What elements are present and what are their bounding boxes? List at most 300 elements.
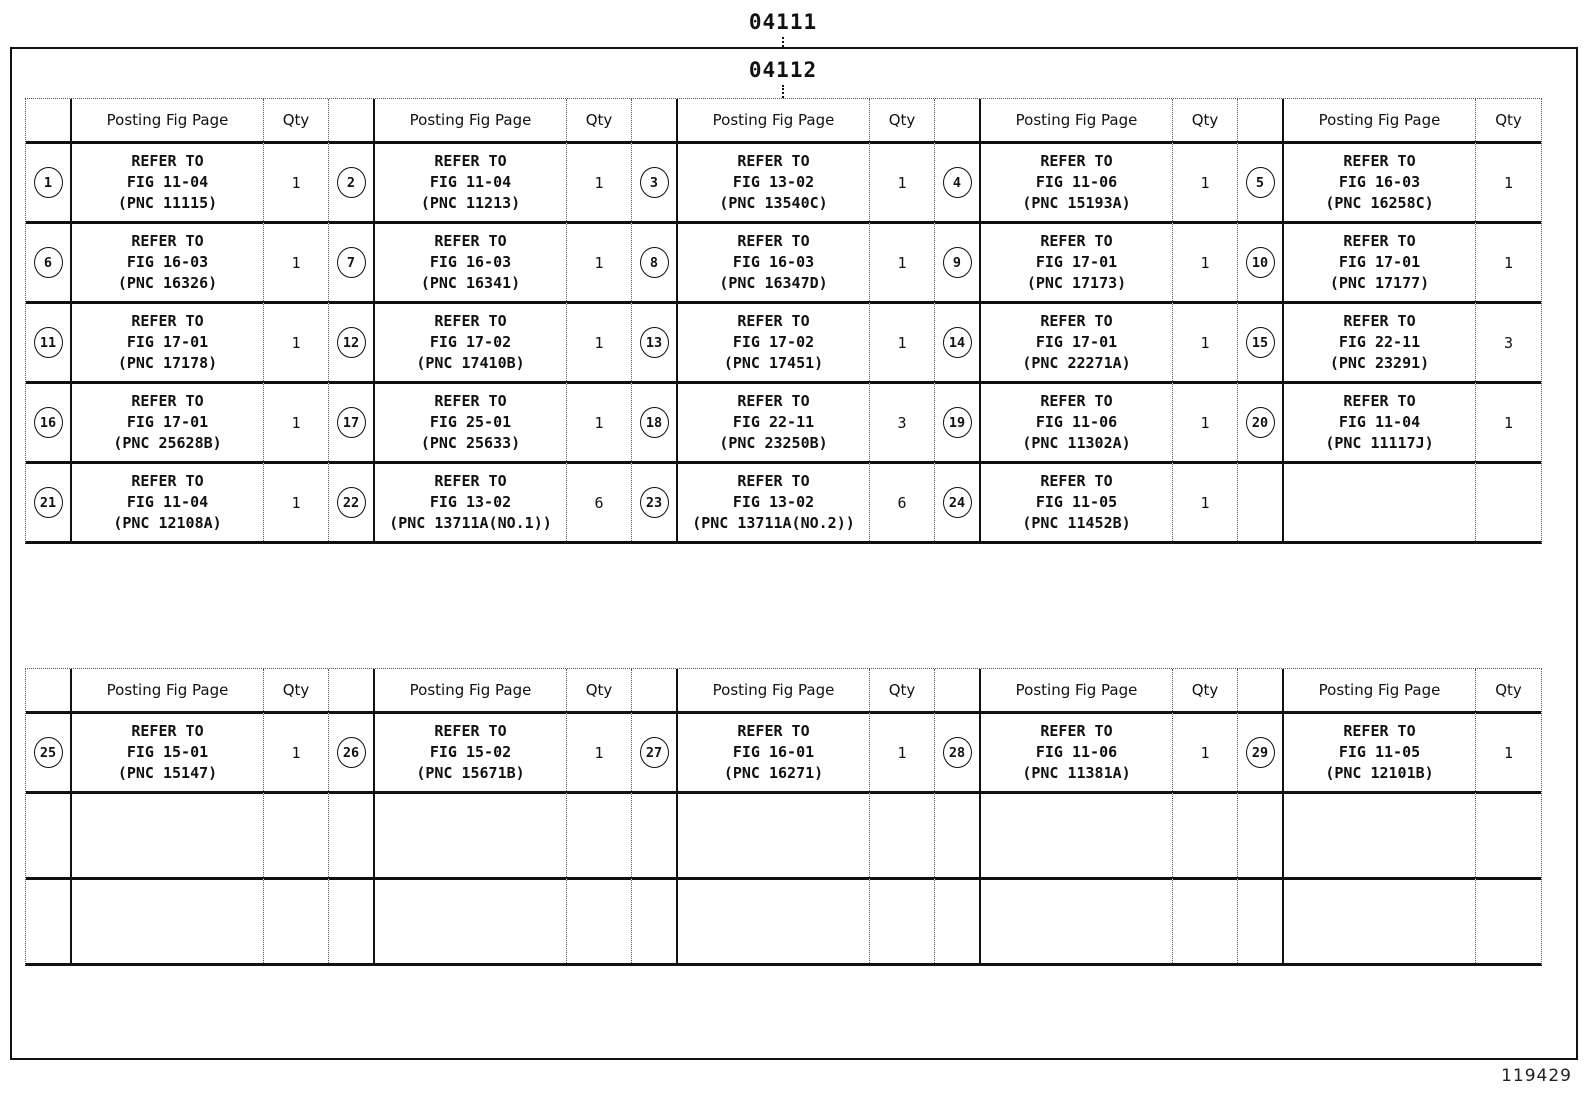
empty-cell xyxy=(264,877,329,963)
refer-to-line: REFER TO xyxy=(737,722,810,740)
refer-to-line: FIG 17-01 xyxy=(126,413,209,431)
refer-to-text xyxy=(416,311,524,374)
refer-to-line: REFER TO xyxy=(1040,472,1113,490)
item-number-badge: 11 xyxy=(34,327,63,358)
empty-cell xyxy=(678,877,870,963)
item-number-badge: 5 xyxy=(1246,167,1275,198)
posting-fig-page-cell xyxy=(375,141,567,221)
refer-to-line: REFER TO xyxy=(131,392,204,410)
item-number-badge: 7 xyxy=(337,247,366,278)
item-number-badge: 22 xyxy=(337,487,366,518)
refer-to-line: REFER TO xyxy=(737,312,810,330)
qty-value: 1 xyxy=(594,333,604,352)
column-header-qty: Qty xyxy=(567,669,632,711)
item-number-badge: 14 xyxy=(943,327,972,358)
empty-cell xyxy=(632,791,678,877)
refer-to-line: (PNC 13711A(NO.2)) xyxy=(692,514,855,532)
qty-value: 1 xyxy=(1200,743,1210,762)
refer-to-line: FIG 11-06 xyxy=(1035,173,1118,191)
posting-fig-page-cell xyxy=(678,221,870,301)
qty-cell xyxy=(1476,221,1541,301)
refer-to-line: (PNC 11213) xyxy=(420,194,521,212)
refer-to-line: FIG 11-06 xyxy=(1035,413,1118,431)
item-number-cell xyxy=(329,301,375,381)
item-number-badge: 29 xyxy=(1246,737,1275,768)
column-header-posting: Posting Fig Page xyxy=(678,99,870,141)
qty-value: 1 xyxy=(897,743,907,762)
posting-fig-page-cell xyxy=(72,381,264,461)
refer-to-line: (PNC 11381A) xyxy=(1022,764,1131,782)
refer-to-line: REFER TO xyxy=(131,312,204,330)
refer-to-line: (PNC 15193A) xyxy=(1022,194,1131,212)
item-number-badge: 8 xyxy=(640,247,669,278)
item-number-cell xyxy=(26,301,72,381)
qty-value: 1 xyxy=(1200,173,1210,192)
qty-cell xyxy=(1476,461,1541,541)
item-number-cell xyxy=(935,711,981,791)
refer-to-line: FIG 13-02 xyxy=(732,493,815,511)
refer-to-line: FIG 16-03 xyxy=(126,253,209,271)
posting-fig-page-cell xyxy=(981,301,1173,381)
reference-table-upper xyxy=(25,98,1542,544)
refer-to-line: FIG 17-01 xyxy=(126,333,209,351)
empty-cell xyxy=(264,791,329,877)
qty-value: 1 xyxy=(1503,173,1514,192)
qty-value: 1 xyxy=(1503,413,1514,432)
qty-cell xyxy=(264,221,329,301)
item-number-cell xyxy=(26,711,72,791)
item-number-badge: 26 xyxy=(337,737,366,768)
badge-column-header xyxy=(632,669,678,711)
item-number-badge: 16 xyxy=(34,407,63,438)
posting-fig-page-cell xyxy=(678,301,870,381)
refer-to-text xyxy=(118,721,217,784)
qty-value: 1 xyxy=(1200,493,1210,512)
posting-fig-page-cell xyxy=(1284,711,1476,791)
qty-value: 1 xyxy=(594,253,604,272)
badge-column-header xyxy=(26,99,72,141)
qty-cell xyxy=(1173,381,1238,461)
item-number-badge: 25 xyxy=(34,737,63,768)
qty-value: 1 xyxy=(897,253,907,272)
refer-to-line: FIG 22-11 xyxy=(732,413,815,431)
refer-to-text xyxy=(118,311,217,374)
item-number-cell xyxy=(632,221,678,301)
posting-fig-page-cell xyxy=(981,461,1173,541)
empty-cell xyxy=(26,877,72,963)
refer-to-text xyxy=(724,721,823,784)
leader-tick-04111 xyxy=(782,37,784,47)
badge-column-header xyxy=(1238,669,1284,711)
refer-to-line: FIG 17-01 xyxy=(1035,253,1118,271)
refer-to-line: REFER TO xyxy=(1040,152,1113,170)
empty-cell xyxy=(981,791,1173,877)
document-number: 119429 xyxy=(1501,1066,1572,1086)
item-number-badge: 2 xyxy=(337,167,366,198)
refer-to-line: (PNC 11302A) xyxy=(1022,434,1131,452)
item-number-cell xyxy=(632,141,678,221)
posting-fig-page-cell xyxy=(72,141,264,221)
posting-fig-page-cell xyxy=(375,301,567,381)
posting-fig-page-cell xyxy=(72,221,264,301)
refer-to-text xyxy=(1022,391,1130,454)
refer-to-line: REFER TO xyxy=(1343,312,1416,330)
refer-to-text xyxy=(1330,231,1429,294)
item-number-cell xyxy=(26,381,72,461)
item-number-cell xyxy=(26,461,72,541)
refer-to-line: (PNC 11452B) xyxy=(1022,514,1131,532)
empty-cell xyxy=(329,877,375,963)
qty-value: 1 xyxy=(1200,413,1210,432)
posting-fig-page-cell xyxy=(72,711,264,791)
badge-column-header xyxy=(935,669,981,711)
refer-to-line: REFER TO xyxy=(1343,232,1416,250)
badge-column-header xyxy=(1238,99,1284,141)
empty-cell xyxy=(870,877,935,963)
qty-value: 1 xyxy=(1200,333,1210,352)
posting-fig-page-cell xyxy=(1284,461,1476,541)
qty-value: 1 xyxy=(594,743,604,762)
posting-fig-page-cell xyxy=(678,141,870,221)
badge-column-header xyxy=(329,99,375,141)
item-number-cell xyxy=(935,381,981,461)
qty-cell xyxy=(264,711,329,791)
column-header-posting: Posting Fig Page xyxy=(72,669,264,711)
empty-cell xyxy=(1284,877,1476,963)
refer-to-line: (PNC 17178) xyxy=(117,354,218,372)
refer-to-line: (PNC 17173) xyxy=(1026,274,1127,292)
qty-cell xyxy=(1173,141,1238,221)
item-number-badge: 23 xyxy=(640,487,669,518)
refer-to-line: FIG 13-02 xyxy=(429,493,512,511)
qty-cell xyxy=(1173,301,1238,381)
empty-cell xyxy=(1284,791,1476,877)
item-number-cell xyxy=(26,221,72,301)
qty-cell xyxy=(567,301,632,381)
item-number-badge: 18 xyxy=(640,407,669,438)
refer-to-line: (PNC 16258C) xyxy=(1325,194,1434,212)
qty-cell xyxy=(264,461,329,541)
refer-to-line: REFER TO xyxy=(131,722,204,740)
reference-table-lower xyxy=(25,668,1542,966)
refer-to-line: FIG 15-02 xyxy=(429,743,512,761)
refer-to-line: FIG 16-03 xyxy=(429,253,512,271)
item-number-badge: 15 xyxy=(1246,327,1275,358)
refer-to-line: (PNC 16271) xyxy=(723,764,824,782)
refer-to-line: (PNC 17451) xyxy=(723,354,824,372)
refer-to-text xyxy=(724,311,823,374)
refer-to-text xyxy=(389,471,552,534)
posting-fig-page-cell xyxy=(981,141,1173,221)
empty-cell xyxy=(72,791,264,877)
column-header-posting: Posting Fig Page xyxy=(375,669,567,711)
item-number-cell xyxy=(632,381,678,461)
qty-cell xyxy=(1476,301,1541,381)
refer-to-line: (PNC 17177) xyxy=(1329,274,1430,292)
column-header-posting: Posting Fig Page xyxy=(1284,99,1476,141)
item-number-cell xyxy=(329,141,375,221)
column-header-posting: Posting Fig Page xyxy=(981,669,1173,711)
refer-to-line: FIG 11-05 xyxy=(1035,493,1118,511)
leader-tick-04112 xyxy=(782,85,784,98)
refer-to-line: REFER TO xyxy=(1040,312,1113,330)
posting-fig-page-cell xyxy=(678,461,870,541)
refer-to-line: FIG 11-04 xyxy=(429,173,512,191)
refer-to-line: REFER TO xyxy=(1040,392,1113,410)
refer-to-text xyxy=(421,231,520,294)
item-number-badge: 10 xyxy=(1246,247,1275,278)
column-header-qty: Qty xyxy=(264,99,329,141)
refer-to-line: FIG 17-02 xyxy=(732,333,815,351)
refer-to-text xyxy=(416,721,524,784)
refer-to-text xyxy=(692,471,855,534)
item-number-badge: 21 xyxy=(34,487,63,518)
empty-cell xyxy=(981,877,1173,963)
item-number-badge: 12 xyxy=(337,327,366,358)
qty-cell xyxy=(264,381,329,461)
posting-fig-page-cell xyxy=(72,461,264,541)
refer-to-text xyxy=(719,151,827,214)
refer-to-line: FIG 11-04 xyxy=(1338,413,1421,431)
posting-fig-page-cell xyxy=(72,301,264,381)
section-code-04111: 04111 xyxy=(748,10,818,34)
column-header-qty: Qty xyxy=(567,99,632,141)
refer-to-line: FIG 11-04 xyxy=(126,173,209,191)
empty-cell xyxy=(567,791,632,877)
item-number-cell xyxy=(1238,461,1284,541)
refer-to-line: (PNC 11117J) xyxy=(1325,434,1434,452)
refer-to-line: (PNC 12101B) xyxy=(1325,764,1434,782)
refer-to-line: (PNC 16341) xyxy=(420,274,521,292)
qty-cell xyxy=(870,381,935,461)
item-number-cell xyxy=(935,141,981,221)
refer-to-line: (PNC 12108A) xyxy=(113,514,222,532)
qty-cell xyxy=(567,141,632,221)
item-number-badge: 1 xyxy=(34,167,63,198)
refer-to-line: (PNC 22271A) xyxy=(1022,354,1131,372)
badge-column-header xyxy=(329,669,375,711)
refer-to-line: REFER TO xyxy=(1040,722,1113,740)
qty-cell xyxy=(1173,711,1238,791)
item-number-badge: 4 xyxy=(943,167,972,198)
item-number-badge: 19 xyxy=(943,407,972,438)
refer-to-line: FIG 11-04 xyxy=(126,493,209,511)
refer-to-text xyxy=(118,231,217,294)
posting-fig-page-cell xyxy=(375,221,567,301)
qty-cell xyxy=(870,221,935,301)
qty-cell xyxy=(1173,461,1238,541)
badge-column-header xyxy=(26,669,72,711)
refer-to-text xyxy=(1325,391,1433,454)
refer-to-line: FIG 25-01 xyxy=(429,413,512,431)
qty-value: 1 xyxy=(594,173,604,192)
qty-value: 1 xyxy=(1503,253,1514,272)
qty-cell xyxy=(567,711,632,791)
column-header-qty: Qty xyxy=(1476,99,1541,141)
qty-value: 1 xyxy=(1503,743,1514,762)
empty-cell xyxy=(1476,791,1541,877)
item-number-badge: 17 xyxy=(337,407,366,438)
refer-to-line: REFER TO xyxy=(1040,232,1113,250)
empty-cell xyxy=(567,877,632,963)
empty-cell xyxy=(1476,877,1541,963)
badge-column-header xyxy=(935,99,981,141)
refer-to-line: REFER TO xyxy=(434,232,507,250)
item-number-cell xyxy=(935,221,981,301)
refer-to-line: REFER TO xyxy=(434,392,507,410)
refer-to-text xyxy=(1027,231,1126,294)
item-number-badge: 28 xyxy=(943,737,972,768)
refer-to-line: REFER TO xyxy=(434,472,507,490)
refer-to-line: (PNC 25633) xyxy=(420,434,521,452)
refer-to-text xyxy=(118,151,217,214)
badge-column-header xyxy=(632,99,678,141)
column-header-posting: Posting Fig Page xyxy=(1284,669,1476,711)
qty-cell xyxy=(567,381,632,461)
refer-to-line: (PNC 13540C) xyxy=(719,194,828,212)
column-header-posting: Posting Fig Page xyxy=(678,669,870,711)
refer-to-line: FIG 11-05 xyxy=(1338,743,1421,761)
refer-to-line: (PNC 15147) xyxy=(117,764,218,782)
refer-to-line: REFER TO xyxy=(1343,722,1416,740)
qty-value: 1 xyxy=(594,413,604,432)
refer-to-line: FIG 17-01 xyxy=(1338,253,1421,271)
empty-cell xyxy=(1238,877,1284,963)
empty-cell xyxy=(375,791,567,877)
qty-value: 3 xyxy=(897,413,907,432)
column-header-posting: Posting Fig Page xyxy=(72,99,264,141)
qty-cell xyxy=(1476,381,1541,461)
posting-fig-page-cell xyxy=(981,711,1173,791)
refer-to-line: (PNC 17410B) xyxy=(416,354,525,372)
refer-to-line: (PNC 13711A(NO.1)) xyxy=(389,514,552,532)
qty-value: 1 xyxy=(291,253,301,272)
refer-to-line: REFER TO xyxy=(1343,392,1416,410)
refer-to-text xyxy=(1022,721,1130,784)
refer-to-line: FIG 11-06 xyxy=(1035,743,1118,761)
item-number-cell xyxy=(632,711,678,791)
qty-cell xyxy=(1476,711,1541,791)
refer-to-text xyxy=(719,391,827,454)
refer-to-text xyxy=(1022,471,1130,534)
refer-to-line: FIG 13-02 xyxy=(732,173,815,191)
refer-to-line: (PNC 23291) xyxy=(1329,354,1430,372)
column-header-qty: Qty xyxy=(870,99,935,141)
item-number-badge: 13 xyxy=(640,327,669,358)
refer-to-text xyxy=(113,391,221,454)
refer-to-line: REFER TO xyxy=(434,722,507,740)
refer-to-line: REFER TO xyxy=(131,152,204,170)
refer-to-line: FIG 17-02 xyxy=(429,333,512,351)
item-number-badge: 20 xyxy=(1246,407,1275,438)
column-header-qty: Qty xyxy=(264,669,329,711)
empty-cell xyxy=(870,791,935,877)
qty-cell xyxy=(870,301,935,381)
item-number-cell xyxy=(1238,381,1284,461)
qty-cell xyxy=(870,461,935,541)
qty-value: 1 xyxy=(291,333,301,352)
qty-value: 1 xyxy=(897,333,907,352)
posting-fig-page-cell xyxy=(678,381,870,461)
item-number-badge: 3 xyxy=(640,167,669,198)
refer-to-line: REFER TO xyxy=(434,152,507,170)
qty-value: 1 xyxy=(291,493,301,512)
refer-to-line: REFER TO xyxy=(737,392,810,410)
refer-to-text xyxy=(1022,311,1130,374)
qty-cell xyxy=(870,711,935,791)
empty-cell xyxy=(1173,791,1238,877)
qty-value: 1 xyxy=(1200,253,1210,272)
refer-to-line: REFER TO xyxy=(737,232,810,250)
qty-value: 1 xyxy=(897,173,907,192)
refer-to-text xyxy=(421,391,520,454)
refer-to-line: (PNC 16347D) xyxy=(719,274,828,292)
item-number-badge: 27 xyxy=(640,737,669,768)
column-header-qty: Qty xyxy=(1476,669,1541,711)
qty-value: 3 xyxy=(1503,333,1514,352)
refer-to-line: FIG 15-01 xyxy=(126,743,209,761)
qty-cell xyxy=(264,141,329,221)
empty-cell xyxy=(935,877,981,963)
refer-to-line: REFER TO xyxy=(737,152,810,170)
refer-to-line: (PNC 25628B) xyxy=(113,434,222,452)
qty-value: 6 xyxy=(594,493,604,512)
refer-to-text xyxy=(113,471,221,534)
posting-fig-page-cell xyxy=(1284,301,1476,381)
empty-cell xyxy=(678,791,870,877)
item-number-cell xyxy=(1238,711,1284,791)
empty-cell xyxy=(1238,791,1284,877)
section-code-04112: 04112 xyxy=(748,58,818,82)
refer-to-line: (PNC 16326) xyxy=(117,274,218,292)
posting-fig-page-cell xyxy=(981,381,1173,461)
item-number-badge: 24 xyxy=(943,487,972,518)
item-number-cell xyxy=(26,141,72,221)
refer-to-line: FIG 16-03 xyxy=(732,253,815,271)
refer-to-line: (PNC 15671B) xyxy=(416,764,525,782)
posting-fig-page-cell xyxy=(1284,381,1476,461)
refer-to-line: REFER TO xyxy=(737,472,810,490)
refer-to-line: REFER TO xyxy=(131,232,204,250)
posting-fig-page-cell xyxy=(375,711,567,791)
qty-cell xyxy=(567,461,632,541)
refer-to-line: FIG 17-01 xyxy=(1035,333,1118,351)
item-number-cell xyxy=(329,381,375,461)
item-number-cell xyxy=(1238,221,1284,301)
qty-value: 1 xyxy=(291,743,301,762)
posting-fig-page-cell xyxy=(375,461,567,541)
empty-cell xyxy=(1173,877,1238,963)
qty-cell xyxy=(264,301,329,381)
refer-to-text xyxy=(719,231,827,294)
qty-cell xyxy=(870,141,935,221)
posting-fig-page-cell xyxy=(1284,141,1476,221)
empty-cell xyxy=(632,877,678,963)
item-number-cell xyxy=(329,221,375,301)
refer-to-line: FIG 16-01 xyxy=(732,743,815,761)
refer-to-line: FIG 16-03 xyxy=(1338,173,1421,191)
posting-fig-page-cell xyxy=(981,221,1173,301)
refer-to-line: (PNC 23250B) xyxy=(719,434,828,452)
item-number-cell xyxy=(935,301,981,381)
qty-value: 1 xyxy=(291,413,301,432)
column-header-posting: Posting Fig Page xyxy=(375,99,567,141)
posting-fig-page-cell xyxy=(375,381,567,461)
item-number-cell xyxy=(1238,301,1284,381)
empty-cell xyxy=(375,877,567,963)
item-number-cell xyxy=(329,461,375,541)
qty-cell xyxy=(1173,221,1238,301)
